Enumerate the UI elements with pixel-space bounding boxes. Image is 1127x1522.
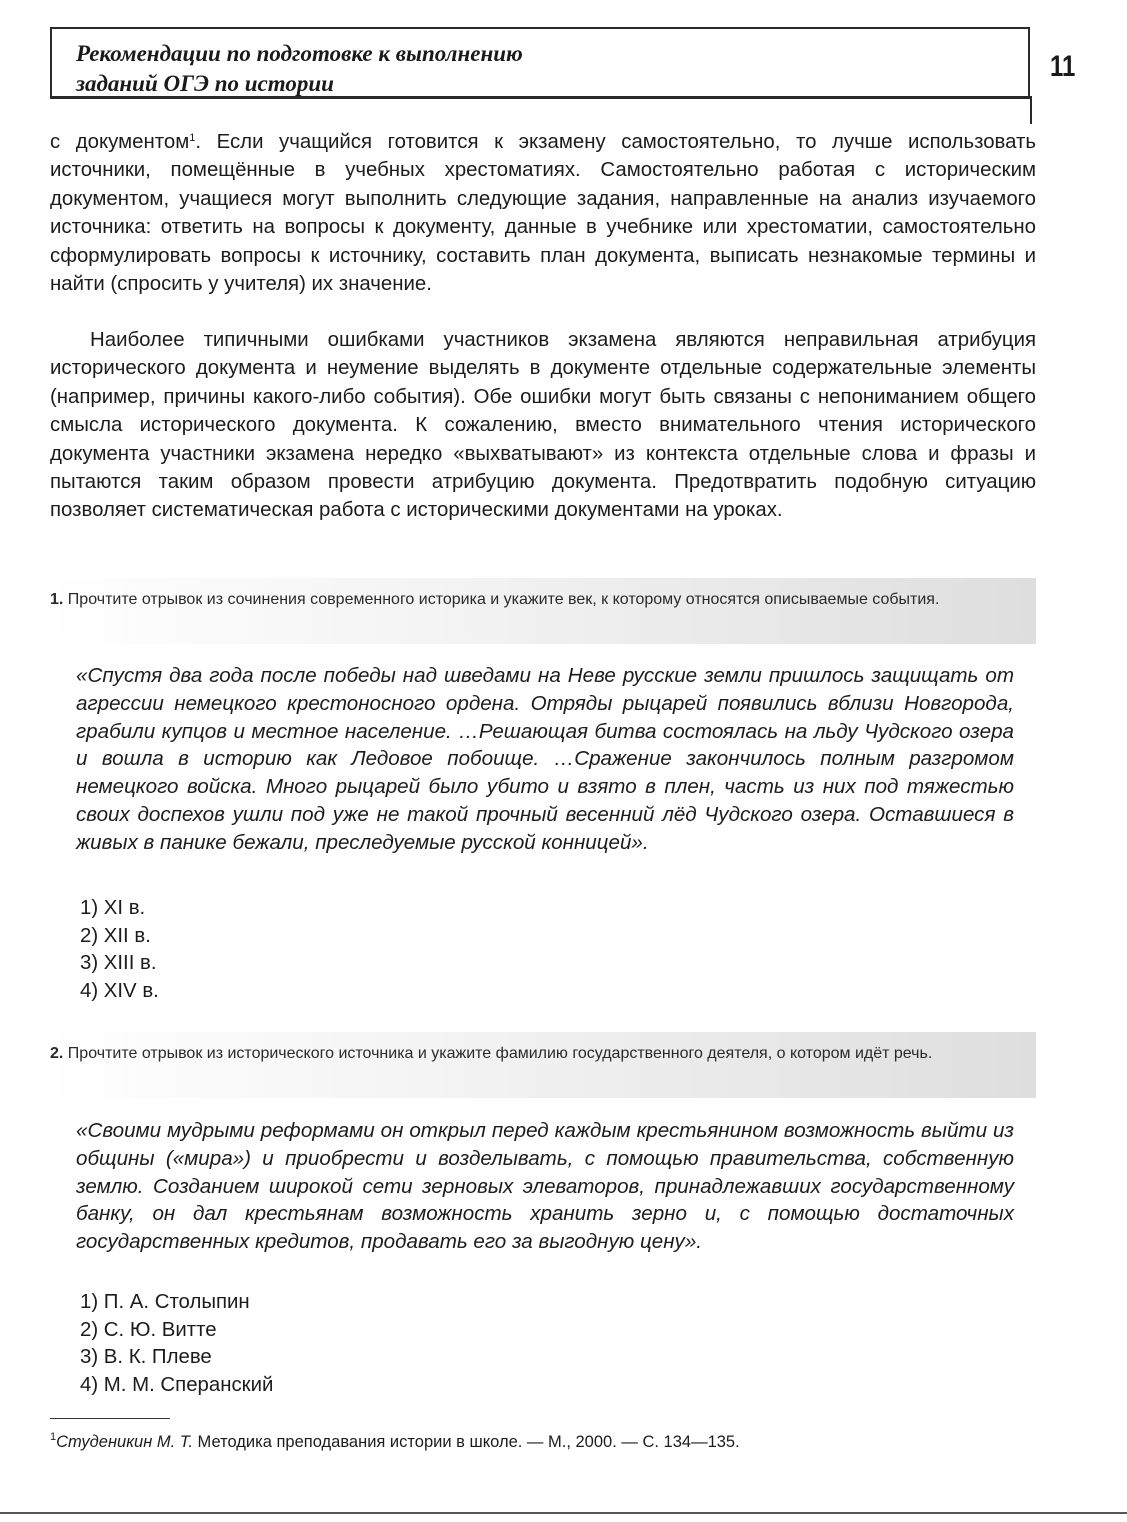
footnote-ref: 1 xyxy=(189,132,196,144)
section-header xyxy=(50,27,1030,99)
body-paragraph-2: Наиболее типичными ошибками участников экзамена являются неправильная атрибуция исторического документа и неумение выделять в документе отдельные содержательные элементы (например, причины какого-либо события). Обе ошибки могут быть связаны с непониманием общего смысла исторического документа. К сожалению, вместо внимательного чтения исторического документа участники экзамена нередко «выхватывают» из контекста отдельные слова и фразы и пытаются таким образом провести атрибуцию документа. Предотвратить подобную ситуацию позволяет систематическая работа с историческими документами на уроках. xyxy=(50,329,1036,522)
header-title-line-1: Рекомендации по подготовке к выполнению xyxy=(76,41,523,66)
task-1-option-1[interactable]: 1) XI в. xyxy=(80,897,146,919)
footnote-mark: 1 xyxy=(50,1431,57,1443)
footnote-author: Студеникин М. Т. xyxy=(56,1433,193,1451)
header-title-line-2: заданий ОГЭ по истории xyxy=(76,71,334,96)
p1-start: с документом xyxy=(50,131,190,153)
task-2-option-4[interactable]: 4) М. М. Сперанский xyxy=(80,1373,274,1396)
footnote-text: Методика преподавания истории в школе. — М., 2000. — С. 134—135. xyxy=(192,1433,740,1451)
task-2-options xyxy=(80,1289,273,1399)
task-1-banner xyxy=(46,578,1036,644)
task-1-option-2[interactable]: 2) XII в. xyxy=(80,924,151,947)
footnote xyxy=(50,1431,740,1453)
task-2-prompt-text: Прочтите отрывок из исторического источника и укажите фамилию государственного деятеля, о котором идёт речь. xyxy=(63,1045,933,1062)
task-2-prompt xyxy=(50,1043,1036,1064)
p1-rest: . Если учащийся готовится к экзамену самостоятельно, то лучше использовать источники, помещённые в учебных хрестоматиях. Самостоятельно работая с историческим документом, учащиеся могут выполнить следующие задания, направленные на анализ изучаемого источника: ответить на вопросы к документу, данные в учебнике или хрестоматии, самостоятельно сформулировать вопросы к источнику, составить план документа, выписать незнакомые термины и найти (спросить у учителя) их значение. xyxy=(50,131,1036,296)
task-1-option-4[interactable]: 4) XIV в. xyxy=(80,979,159,1002)
task-1-options xyxy=(80,895,159,1005)
task-2-option-3[interactable]: 3) В. К. Плеве xyxy=(80,1346,212,1369)
task-2-number: 2. xyxy=(50,1045,64,1062)
footnote-divider xyxy=(50,1418,170,1419)
task-2-quote: «Своими мудрыми реформами он открыл перед каждым крестьянином возможность выйти из общины («мира») и приобрести и возделывать, с помощью правительства, собственную землю. Созданием широкой сети зерновых элеваторов, принадлежавших государственному банку, он дал крестьянам возможность хранить зерно и, с помощью достаточных государственных кредитов, продавать его за выгодную цену». xyxy=(76,1119,1014,1254)
task-2-option-1[interactable]: 1) П. А. Столыпин xyxy=(80,1291,250,1313)
page-number: 11 xyxy=(1050,50,1076,83)
task-1-number: 1. xyxy=(50,591,64,608)
task-1-prompt xyxy=(50,589,1036,610)
task-1-quote: «Спустя два года после победы над шведами на Неве русские земли пришлось защищать от агрессии немецкого крестоносного ордена. Отряды рыцарей появились вблизи Новгорода, грабили купцов и местное население. …Решающая битва состоялась на льду Чудского озера и вошла в историю как Ледовое побоище. …Сражение закончилось полным разгромом немецкого войска. Много рыцарей было убито и взято в плен, часть из них под тяжестью своих доспехов ушли под уже не такой прочный весенний лёд Чудского озера. Оставшиеся в живых в панике бежали, преследуемые русской конницей». xyxy=(76,664,1014,854)
page-bottom-edge xyxy=(0,1512,1127,1514)
task-2-banner xyxy=(46,1032,1036,1098)
body-paragraph-1 xyxy=(50,128,1036,298)
task-1-option-3[interactable]: 3) XIII в. xyxy=(80,952,157,975)
task-1-prompt-text: Прочтите отрывок из сочинения современного историка и укажите век, к которому относятся описываемые события. xyxy=(63,591,940,608)
header-rule xyxy=(1030,96,1032,124)
task-2-option-2[interactable]: 2) С. Ю. Витте xyxy=(80,1318,217,1341)
